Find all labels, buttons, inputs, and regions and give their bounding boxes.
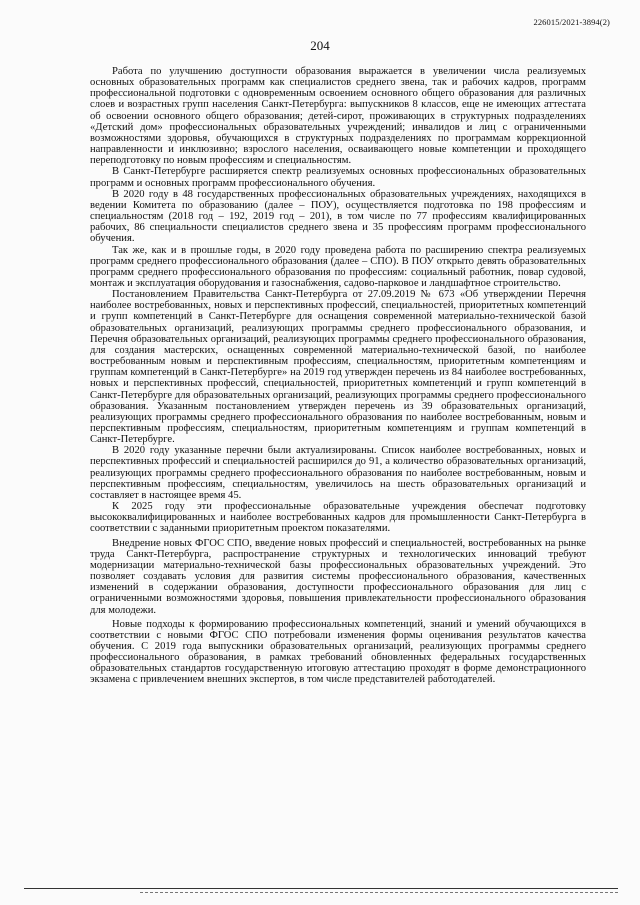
document-registration-number: 226015/2021-3894(2) (533, 17, 610, 27)
paragraph: Постановлением Правительства Санкт-Петербурга от 27.09.2019 № 673 «Об утверждении Перечня наиболее востребованных, новых и перспективных профессий, специальностей, приоритетных компетенций и групп компетенций в Санкт-Петербурге для оснащения современной материально-технической базой образовательных организаций, реализующих программы среднего профессионального образования, и Перечня образовательных организаций, реализующих программы среднего профессионального образования, для создания мастерских, оснащенных современной материально-технической базой, по наиболее востребованным новым и перспективным профессиям, специальностям, приоритетным компетенциям и группам компетенций в Санкт-Петербурге» на 2019 год утвержден перечень из 84 наиболее востребованных, новых и перспективных профессий, специальностей, приоритетных компетенций и групп компетенций в Санкт-Петербурге для образовательных организаций, реализующих программы среднего профессионального образования. Указанным постановлением утвержден перечень из 39 образовательных организаций, реализующих программы среднего профессионального образования по наиболее востребованным, новым и перспективным профессиям, специальностям, приоритетным компетенциям и группам компетенций в Санкт-Петербурге. (90, 289, 586, 446)
paragraph: В Санкт-Петербурге расширяется спектр реализуемых основных профессиональных образовательных программ и основных программ профессионального обучения. (90, 166, 586, 189)
paragraph: Работа по улучшению доступности образования выражается в увеличении числа реализуемых основных образовательных программ как специалистов среднего звена, так и рабочих кадров, программ профессиональной подготовки с одновременным освоением основного общего образования для различных слоев и возрастных групп населения Санкт-Петербурга: выпускников 8 классов, еще не имеющих аттестата об освоении основного общего образования; детей-сирот, проживающих в структурных подразделениях «Детский дом» профессиональных образовательных учреждений; инвалидов и лиц с ограниченными возможностями здоровья, обучающихся в структурных подразделениях по программам коррекционной направленности и инклюзивно; взрослого населения, осваивающего новые компетенции и проходящего переподготовку по новым профессиям и специальностям. (90, 66, 586, 167)
paragraph: В 2020 году указанные перечни были актуализированы. Список наиболее востребованных, новых и перспективных профессий и специальностей расширился до 91, а количество образовательных организаций, реализующих программы среднего профессионального образования по наиболее востребованным, новым и перспективным профессиям, специальностям, увеличилось на шесть образовательных организаций и составляет в настоящее время 45. (90, 445, 586, 501)
paragraph: Новые подходы к формированию профессиональных компетенций, знаний и умений обучающихся в соответствии с новыми ФГОС СПО потребовали изменения формы оценивания результатов качества обучения. С 2019 года выпускники образовательных организаций, реализующих программы среднего профессионального образования, в рамках требований обновленных федеральных государственных образовательных стандартов государственную итоговую аттестацию проходят в форме демонстрационного экзамена с привлечением внешних экспертов, в том числе представителей работодателей. (90, 618, 586, 686)
footer-rule (24, 888, 618, 889)
page-number: 204 (310, 38, 330, 53)
document-body (90, 66, 586, 686)
paragraph: Внедрение новых ФГОС СПО, введение новых профессий и специальностей, востребованных на рынке труда Санкт-Петербурга, распространение структурных и технологических инноваций требуют модернизации материально-технической базы профессиональных образовательных учреждений. Это позволяет создавать условия для развития системы профессионального образования, качественных изменений в содержании образования, доступности профессионального образования для лиц с ограниченными возможностями здоровья, повышения привлекательности профессионального образования для молодежи. (90, 537, 586, 616)
paragraph: К 2025 году эти профессиональные образовательные учреждения обеспечат подготовку высококвалифицированных и наиболее востребованных кадров для промышленности Санкт-Петербурга в соответствии с заданными приоритетным проектом показателями. (90, 501, 586, 535)
footer-scan-line (140, 892, 618, 893)
paragraph: Так же, как и в прошлые годы, в 2020 году проведена работа по расширению спектра реализуемых программ среднего профессионального образования (далее – СПО). В ПОУ открыто девять образовательных программ среднего профессионального образования по профессиям: социальный работник, повар судовой, монтаж и эксплуатация оборудования и газоснабжения, садово-парковое и ландшафтное строительство. (90, 244, 586, 289)
paragraph: В 2020 году в 48 государственных профессиональных образовательных учреждениях, находящихся в ведении Комитета по образованию (далее – ПОУ), осуществляется подготовка по 198 профессиям и специальностям (2018 год – 192, 2019 год – 201), в том числе по 77 профессиям квалифицированных рабочих, 86 специальности специалистов среднего звена и 35 профессиям программ профессионального обучения. (90, 188, 586, 245)
